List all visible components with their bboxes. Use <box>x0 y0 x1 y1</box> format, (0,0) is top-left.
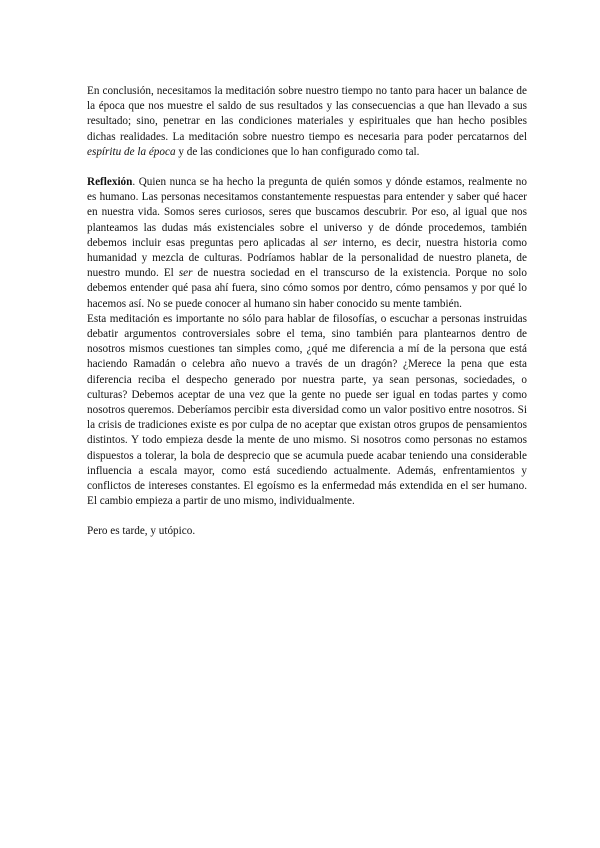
italic-word: ser <box>178 267 193 280</box>
paragraph-spacer <box>87 160 527 175</box>
document-body <box>87 84 527 540</box>
paragraph-text: interno, es decir, nuestra historia como humanidad y mezcla de culturas. Podríamos hablar de la personalidad de nuestro planeta, de nuestro mundo. El <box>87 236 527 280</box>
paragraph-reflection <box>87 175 527 312</box>
italic-phrase: espíritu de la época <box>87 145 176 158</box>
italic-word: ser <box>323 236 338 249</box>
paragraph-text: . Quien nunca se ha hecho la pregunta de quién somos y dónde estamos, realmente no es humano. Las personas necesitamos constantemente respuestas para entender y saber qué hacer en nuestra vida. Somos seres curiosos, seres que buscamos descubrir. Por eso, al igual que nos planteamos las dudas más existenciales sobre el universo y de dónde procedemos, también debemos incluir esas preguntas pero aplicadas al <box>87 176 527 249</box>
paragraph-spacer <box>87 509 527 524</box>
paragraph-text: En conclusión, necesitamos la meditación sobre nuestro tiempo no tanto para hacer un balance de la época que nos muestre el saldo de sus resultados y las consecuencias a que han llevado a sus resultado; sino, penetrar en las condiciones materiales y espirituales que han hecho posibles dichas realidades. La meditación sobre nuestro tiempo es necesaria para poder percatarnos del <box>87 85 527 143</box>
paragraph-conclusion <box>87 84 527 160</box>
paragraph-text: y de las condiciones que lo han configurado como tal. <box>175 145 420 158</box>
paragraph-closing: Pero es tarde, y utópico. <box>87 525 196 538</box>
paragraph-text: de nuestra sociedad en el transcurso de la existencia. Porque no solo debemos entender qué pasa ahí fuera, sino cómo somos por dentro, cómo pensamos y por qué lo hacemos así. No se puede conocer al humano sin haber conocido su mente también. <box>87 267 527 310</box>
paragraph-meditation: Esta meditación es importante no sólo para hablar de filosofías, o escuchar a personas instruidas debatir argumentos controversiales sobre el tema, sino también para plantearnos dentro de nosotros mismos cuestiones tan simples como, ¿qué me diferencia a mí de la persona que está haciendo Ramadán o celebra año nuevo a través de un dragón? ¿Merece la pena que esta diferencia reciba el despecho generado por nuestra parte, ya sean personas, sociedades, o culturas? Debemos aceptar de una vez que la gente no puede ser igual en todas partes y como nosotros queremos. Deberíamos percibir esta diversidad como un valor positivo entre nosotros. Si la crisis de tradiciones existe es por culpa de no aceptar que existan otros grupos de pensamientos distintos. Y todo empieza desde la mente de uno mismo. Si nosotros como personas no estamos dispuestos a tolerar, la bola de desprecio que se acumula puede acabar teniendo una considerable influencia a escala mayor, como está sucediendo actualmente. Además, enfrentamientos y conflictos de intereses constantes. El egoísmo es la enfermedad más extendida en el ser humano. El cambio empieza a partir de uno mismo, individualmente. <box>87 312 527 508</box>
reflection-heading: Reflexión <box>87 176 133 189</box>
